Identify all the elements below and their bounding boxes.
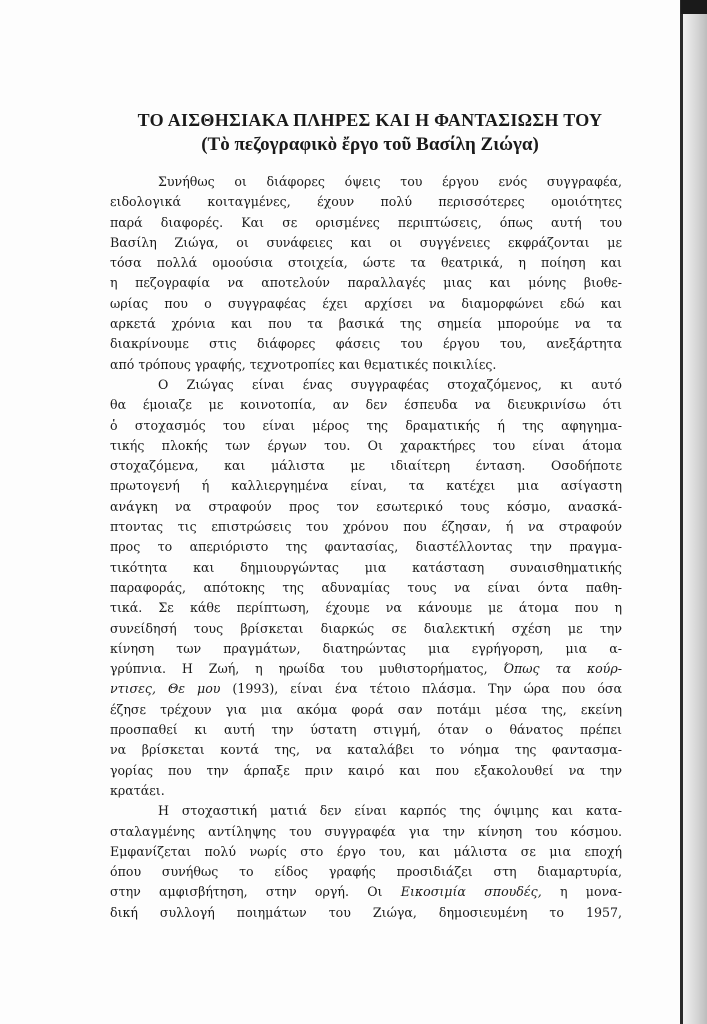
- page-edge-shadow: [681, 0, 707, 1024]
- text-line: από τρόπους γραφής, τεχνοτροπίες και θεματικές ποικιλίες.: [110, 356, 497, 372]
- text-line: ὁ στοχασμός του είναι μέρος της δραματικής ή της αφηγημα-: [110, 417, 622, 433]
- text-line: προς το απεριόριστο της φαντασίας, διαστέλλοντας την πραγμα-: [110, 539, 622, 555]
- text-line: ωρίας που ο συγγραφέας έχει αρχίσει να διαμορφώνει εδώ και: [110, 295, 622, 311]
- text-line: Βασίλη Ζιώγα, οι συνάφειες και οι συγγένειες εκφράζονται με: [110, 234, 622, 250]
- text-line: ανάγκη να στραφούν προς τον εσωτερικό τους κόσμο, ανασκά-: [110, 498, 622, 514]
- text-line: Εμφανίζεται πολύ νωρίς στο έργο του, και μάλιστα σε μια εποχή: [110, 843, 622, 859]
- text-segment: γρύπνια. Η Ζωή, η ηρωίδα του μυθιστορήματος,: [110, 661, 488, 677]
- corner-mark: [681, 0, 707, 14]
- text-line: στοχαζόμενα, και μάλιστα με ιδιαίτερη ένταση. Οσοδήποτε: [110, 458, 622, 474]
- body-text: [110, 172, 622, 923]
- book-title: Όπως τα κούρ-: [503, 661, 622, 677]
- text-line: αρκετά χρόνια και που τα βασικά της σημεία μπορούμε να τα: [110, 316, 622, 332]
- subtitle: (Τὸ πεζογραφικὸ ἔργο τοῦ Βασίλη Ζιώγα): [201, 134, 539, 155]
- text-line: όπου συνήθως το είδος γραφής προσιδιάζει στη διαμαρτυρία,: [110, 864, 622, 880]
- text-line-with-title: [110, 882, 622, 902]
- text-line: διακρίνουμε στις διάφορες φάσεις του έργου του, ανεξάρτητα: [110, 336, 622, 352]
- text-line: προσπαθεί κι αυτή την ύστατη στιγμή, όταν ο θάνατος πρέπει: [110, 722, 622, 738]
- text-line: Η στοχαστική ματιά δεν είναι καρπός της όψιμης και κατα-: [158, 803, 622, 819]
- text-line: τικά. Σε κάθε περίπτωση, έχουμε να κάνουμε με άτομα που η: [110, 600, 622, 616]
- text-line: παρά διαφορές. Και σε ορισμένες περιπτώσεις, όπως αυτή του: [110, 214, 622, 230]
- text-line: τικής πλοκής των έργων του. Οι χαρακτήρες του είναι άτομα: [110, 437, 622, 453]
- text-line: τικότητα και δημιουργώντας μια κατάσταση συναισθηματικής: [110, 559, 622, 575]
- text-line: πρωτογενή ή καλλιεργημένα είναι, τα κατέχει μια ασίγαστη: [110, 478, 622, 494]
- text-line: σταλαγμένης αντίληψης του συγγραφέα για την κίνηση του κόσμου.: [110, 823, 622, 839]
- text-line: έζησε τρέχουν για μια ακόμα φορά σαν ποτάμι μέσα της, εκείνη: [110, 701, 622, 717]
- text-segment: η μονα-: [541, 884, 622, 900]
- title-block: [110, 108, 630, 158]
- text-line: δική συλλογή ποιημάτων του Ζιώγα, δημοσιευμένη το 1957,: [110, 904, 622, 920]
- text-line: Συνήθως οι διάφορες όψεις του έργου ενός συγγραφέα,: [158, 174, 622, 189]
- text-line: Ο Ζιώγας είναι ένας συγγραφέας στοχαζόμενος, κι αυτό: [158, 376, 622, 392]
- text-line: κρατάει.: [110, 782, 165, 798]
- text-line: η πεζογραφία να αποτελούν παραλλαγές μιας και μόνης βιοθε-: [110, 275, 622, 291]
- text-line-with-title: [110, 679, 622, 699]
- text-line: θα έμοιαζε με κοινοτοπία, αν δεν έσπευδα να διευκρινίσω ότι: [110, 397, 622, 413]
- book-title-continued: ντισες, Θε μου: [110, 681, 221, 697]
- text-line: γορίας που την άρπαξε πριν καιρό και που εξακολουθεί να την: [110, 762, 622, 778]
- text-line: ειδολογικά κοιταγμένες, έχουν πολύ περισσότερες ομοιότητες: [110, 194, 622, 210]
- text-line: παραφοράς, απότοκης της αδυναμίας τους να είναι όντα παθη-: [110, 579, 622, 595]
- text-line: συνείδησή τους βρίσκεται διαρκώς σε διαλεκτική σχέση με την: [110, 620, 622, 636]
- main-title: ΤΟ ΑΙΣΘΗΣΙΑΚΑ ΠΛΗΡΕΣ ΚΑΙ Η ΦΑΝΤΑΣΙΩΣΗ ΤΟΥ: [137, 110, 603, 130]
- text-line: πτοντας τις επιστρώσεις του χρόνου που έζησαν, ή να στραφούν: [110, 519, 622, 535]
- collection-title: Εικοσιμία σπουδές,: [400, 884, 542, 900]
- text-segment: (1993), είναι ένα τέτοιο πλάσμα. Την ώρα που όσα: [220, 681, 623, 697]
- text-line: κίνηση των πραγμάτων, διατηρώντας μια εγρήγορση, μια α-: [110, 640, 622, 656]
- text-segment: στην αμφισβήτηση, στην οργή. Οι: [110, 884, 383, 900]
- text-line: τόσα πολλά ομοούσια στοιχεία, ώστε τα θεατρικά, η ποίηση και: [110, 255, 622, 271]
- page-edge-line: [680, 0, 683, 1024]
- text-line-with-title: [110, 659, 622, 679]
- text-line: να βρίσκεται κοντά της, να καταλάβει το νόημα της φαντασμα-: [110, 742, 622, 758]
